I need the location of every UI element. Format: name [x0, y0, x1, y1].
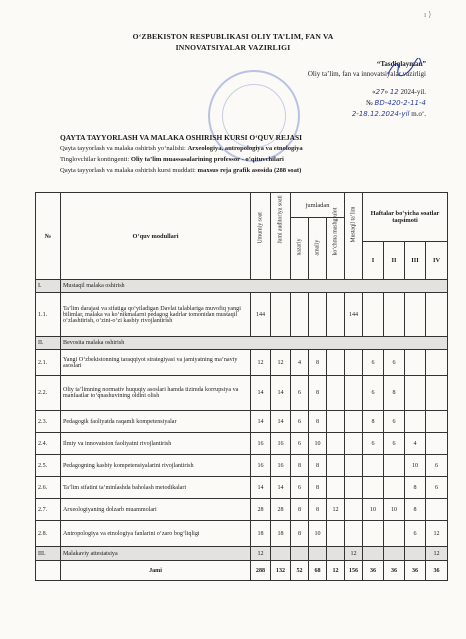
header-offsite: ko‘chma mashg‘ulot	[327, 218, 345, 280]
plan-title: QAYTA TAYYORLASH VA MALAKA OSHIRISH KURSI O‘QUV REJASI	[60, 133, 302, 142]
plan-direction: Qayta tayyorlash va malaka oshirish yo‘nalishi: Arxeologiya, antropologiya va etnologiya	[60, 145, 303, 152]
approval-date-day: 27	[375, 88, 385, 96]
approval-heading: “Tasdiqlayman”	[376, 60, 426, 68]
table-row: 1.1. Ta’lim darajasi va sifatiga qo‘yiladigan Davlat talablariga muvofiq yangi bilimlar, malaka va ko‘nikmalarni pedagog kadrlar tomonidan mustaqil o‘zlashtirish, o‘zini-o‘zi kasbiy rivojlantirish 144 144	[36, 293, 448, 337]
table-row: 2.4. Ilmiy va innovatsion faoliyatni rivojlantirish 16 16 6 10 6 6 4	[36, 433, 448, 455]
header-modules: O‘quv modullari	[61, 193, 251, 280]
approval-number: № BD-420-2-11-4	[366, 99, 426, 107]
plan-contingent: Tinglovchilar kontingenti: Oliy ta’lim muassasalarining professor - o‘qituvchilari	[60, 156, 284, 163]
header-independent: Mustaqil ta’lim	[345, 193, 363, 280]
table-row: 2.7. Arxeologiyaning dolzarb muammolari 28 28 8 8 12 10 10 8	[36, 499, 448, 521]
section-row: II. Bevosita malaka oshirish	[36, 337, 448, 350]
approval-date: «27» 12 2024-yil.	[372, 88, 426, 96]
header-week-1: I	[363, 242, 384, 280]
header-weekly: Haftalar bo‘yicha soatlar taqsimoti	[363, 193, 448, 242]
approval-official: Oliy ta’lim, fan va innovatsiyalar vazirligi	[307, 70, 426, 78]
table-row: 2.1. Yangi O‘zbekistonning taraqqiyot strategiyasi va jamiyatning ma’naviy asoslari 12 12 4 8 6 6	[36, 350, 448, 376]
signature	[386, 58, 424, 78]
header-of-which: jumladan	[291, 193, 345, 218]
ministry-title-line1: O‘ZBEKISTON RESPUBLIKASI OLIY TA’LIM, FAN VA	[132, 32, 334, 41]
attestation-row: III. Malakaviy attestatsiya 12 12 12	[36, 547, 448, 561]
table-row: 2.6. Ta’lim sifatini ta’minlashda baholash metodikalari 14 14 6 8 8 6	[36, 477, 448, 499]
curriculum-table	[35, 192, 448, 581]
table-row: 2.2. Oliy ta’limning normativ huquqiy asoslari hamda tizimda korrupsiya va manfaatlar to‘qnashuvining oldini olish 14 14 6 8 6 8	[36, 376, 448, 411]
header-practical: amaliy	[309, 218, 327, 280]
approval-number-date: 2-18.12.2024-yil m.o‘.	[351, 110, 426, 118]
plan-duration: Qayta tayyorlash va malaka oshirish kursi muddati: maxsus reja grafik asosida (288 soat)	[60, 167, 302, 174]
header-auditorium: Jami auditoriya soati	[271, 193, 291, 280]
header-total: Umumiy soat	[251, 193, 271, 280]
ministry-title-line2: INNOVATSIYALAR VAZIRLIGI	[175, 43, 291, 52]
header-number: №	[36, 193, 61, 280]
header-week-3: III	[405, 242, 426, 280]
approval-number-value: BD-420-2-11-4	[374, 99, 426, 107]
table-row: 2.3. Pedagogik faoliyatda raqamli kompetensiyalar 14 14 6 8 8 6	[36, 411, 448, 433]
table-row: 2.8. Antropologiya va etnologiya fanlarini o‘zaro bog‘liqligi 18 18 8 10 6 12	[36, 521, 448, 547]
table-row: 2.5. Pedagogning kasbiy kompetensiyalarini rivojlantirish 16 16 8 8 10 6	[36, 455, 448, 477]
header-theory: nazariy	[291, 218, 309, 280]
totals-row: Jami 288 132 52 68 12 156 36 36 36 36	[36, 561, 448, 581]
approval-date-month: 12	[389, 88, 399, 96]
section-row: I. Mustaqil malaka oshirish	[36, 280, 448, 293]
header-week-2: II	[384, 242, 405, 280]
header-week-4: IV	[426, 242, 448, 280]
corner-mark: ı ⟩	[424, 10, 432, 19]
